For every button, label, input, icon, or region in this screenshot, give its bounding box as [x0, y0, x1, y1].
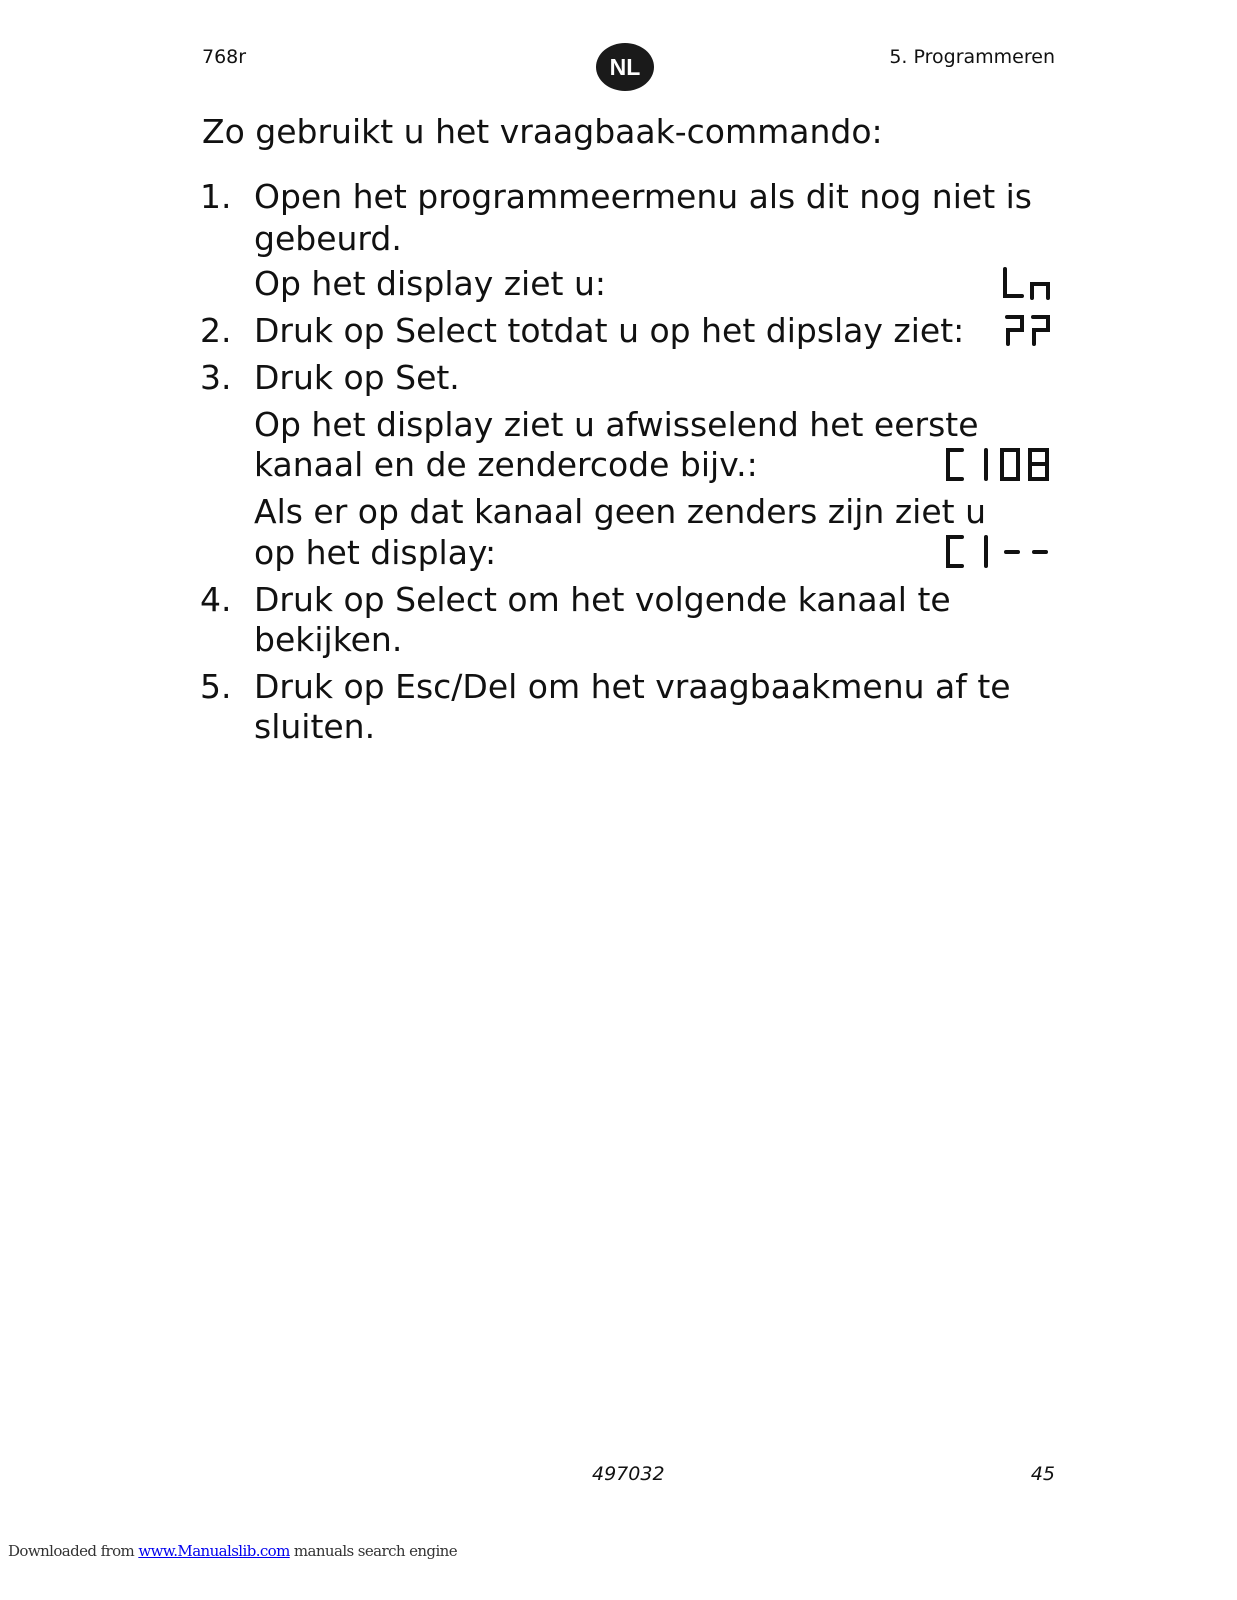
step-subtext: Op het display ziet u:	[254, 264, 606, 303]
lcd-display	[1000, 266, 1052, 300]
step-text: Druk op Esc/Del om het vraagbaakmenu af te	[254, 667, 1011, 706]
lcd-ln-icon	[1000, 266, 1052, 300]
section-heading: Zo gebruikt u het vraagbaak-commando:	[202, 112, 883, 151]
page-number: 45	[1030, 1463, 1055, 1485]
step-text: sluiten.	[254, 707, 376, 746]
step-subtext: Op het display ziet u afwisselend het eerste	[254, 405, 979, 444]
step-number: 5.	[200, 667, 232, 706]
download-prefix: Downloaded from	[8, 1542, 139, 1560]
lcd-question-icon	[1000, 313, 1054, 347]
lcd-c108-icon	[942, 447, 1054, 483]
lcd-display	[1000, 313, 1054, 347]
manualslib-link[interactable]: www.Manualslib.com	[138, 1542, 290, 1560]
language-badge: NL	[596, 43, 654, 91]
step-text: Druk op Set.	[254, 358, 460, 397]
lcd-display	[942, 447, 1054, 483]
step-number: 3.	[200, 358, 232, 397]
step-subtext: op het display:	[254, 533, 497, 572]
step-number: 1.	[200, 177, 232, 216]
download-notice	[8, 1542, 457, 1560]
step-number: 4.	[200, 580, 232, 619]
step-text: Druk op Select om het volgende kanaal te	[254, 580, 951, 619]
step-text: gebeurd.	[254, 219, 402, 258]
lcd-c1-dash-icon	[942, 534, 1054, 570]
step-subtext: kanaal en de zendercode bijv.:	[254, 445, 758, 484]
step-subtext: Als er op dat kanaal geen zenders zijn ziet u	[254, 492, 986, 531]
download-suffix: manuals search engine	[289, 1542, 457, 1560]
lcd-display	[942, 534, 1054, 570]
step-text: bekijken.	[254, 620, 403, 659]
step-text: Open het programmeermenu als dit nog niet is	[254, 177, 1032, 216]
manual-model: 768r	[202, 46, 247, 68]
step-number: 2.	[200, 311, 232, 350]
document-code: 497032	[592, 1463, 665, 1485]
chapter-title: 5. Programmeren	[889, 46, 1055, 68]
step-text: Druk op Select totdat u op het dipslay ziet:	[254, 311, 965, 350]
